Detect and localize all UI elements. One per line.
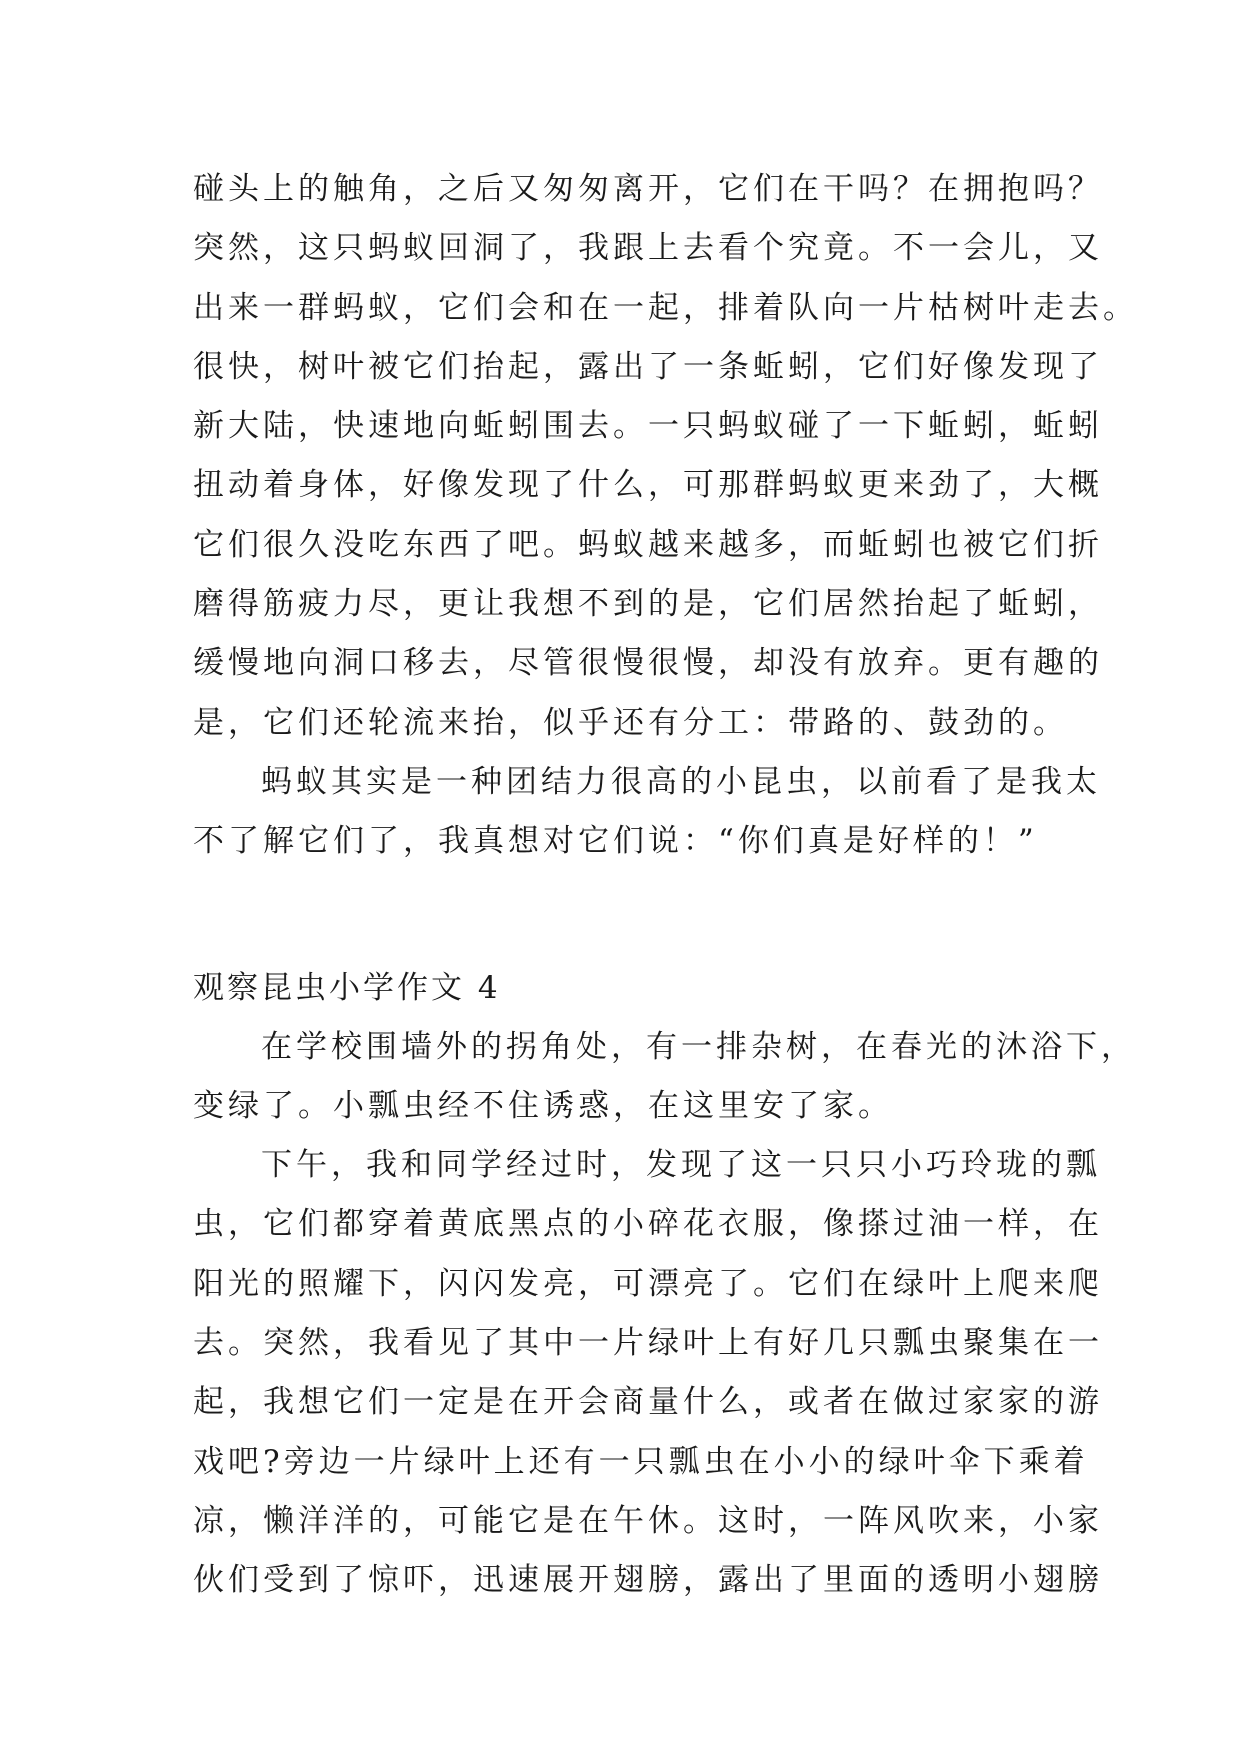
text-line: 凉，懒洋洋的，可能它是在午休。这时，一阵风吹来，小家 xyxy=(193,1502,1103,1539)
text-line: 出来一群蚂蚁，它们会和在一起，排着队向一片枯树叶走去。 xyxy=(193,289,1138,326)
text-line: 变绿了。小瓢虫经不住诱惑，在这里安了家。 xyxy=(193,1087,893,1124)
text-line: 是，它们还轮流来抬，似乎还有分工：带路的、鼓劲的。 xyxy=(193,704,1068,741)
text-line: 虫，它们都穿着黄底黑点的小碎花衣服，像搽过油一样，在 xyxy=(193,1206,1103,1243)
text-line: 很快，树叶被它们抬起，露出了一条蚯蚓，它们好像发现了 xyxy=(193,348,1103,385)
text-line: 扭动着身体，好像发现了什么，可那群蚂蚁更来劲了，大概 xyxy=(193,467,1103,504)
text-line: 不了解它们了，我真想对它们说：“你们真是好样的！” xyxy=(193,823,1038,860)
text-line: 突然，这只蚂蚁回洞了，我跟上去看个究竟。不一会儿，又 xyxy=(193,230,1103,267)
section-gap xyxy=(193,872,1043,959)
text-line: 下午，我和同学经过时，发现了这一只只小巧玲珑的瓢 xyxy=(261,1147,1101,1184)
paragraph-continued xyxy=(193,160,1138,753)
text-line: 新大陆，快速地向蚯蚓围去。一只蚂蚁碰了一下蚯蚓，蚯蚓 xyxy=(193,408,1103,445)
text-line: 阳光的照耀下，闪闪发亮，可漂亮了。它们在绿叶上爬来爬 xyxy=(193,1265,1103,1302)
text-line: 蚂蚁其实是一种团结力很高的小昆虫，以前看了是我太 xyxy=(261,763,1101,800)
text-line: 缓慢地向洞口移去，尽管很慢很慢，却没有放弃。更有趣的 xyxy=(193,645,1103,682)
paragraph-1 xyxy=(193,1018,1136,1137)
text-line: 去。突然，我看见了其中一片绿叶上有好几只瓢虫聚集在一 xyxy=(193,1325,1103,1362)
text-line: 戏吧?旁边一片绿叶上还有一只瓢虫在小小的绿叶伞下乘着 xyxy=(193,1443,1089,1480)
document-page xyxy=(193,160,1138,1611)
paragraph-2 xyxy=(193,1136,1103,1610)
text-line: 伙们受到了惊吓，迅速展开翅膀，露出了里面的透明小翅膀 xyxy=(193,1562,1103,1599)
text-line: 碰头上的触角，之后又匆匆离开，它们在干吗？在拥抱吗？ xyxy=(193,171,1103,207)
text-line: 它们很久没吃东西了吧。蚂蚁越来越多，而蚯蚓也被它们折 xyxy=(193,526,1103,563)
text-line: 磨得筋疲力尽，更让我想不到的是，它们居然抬起了蚯蚓， xyxy=(193,586,1103,623)
text-line: 在学校围墙外的拐角处，有一排杂树，在春光的沐浴下， xyxy=(261,1028,1136,1065)
text-line: 起，我想它们一定是在开会商量什么，或者在做过家家的游 xyxy=(193,1384,1103,1421)
paragraph-closing xyxy=(193,753,1101,872)
essay-title: 观察昆虫小学作文 4 xyxy=(193,969,501,1006)
